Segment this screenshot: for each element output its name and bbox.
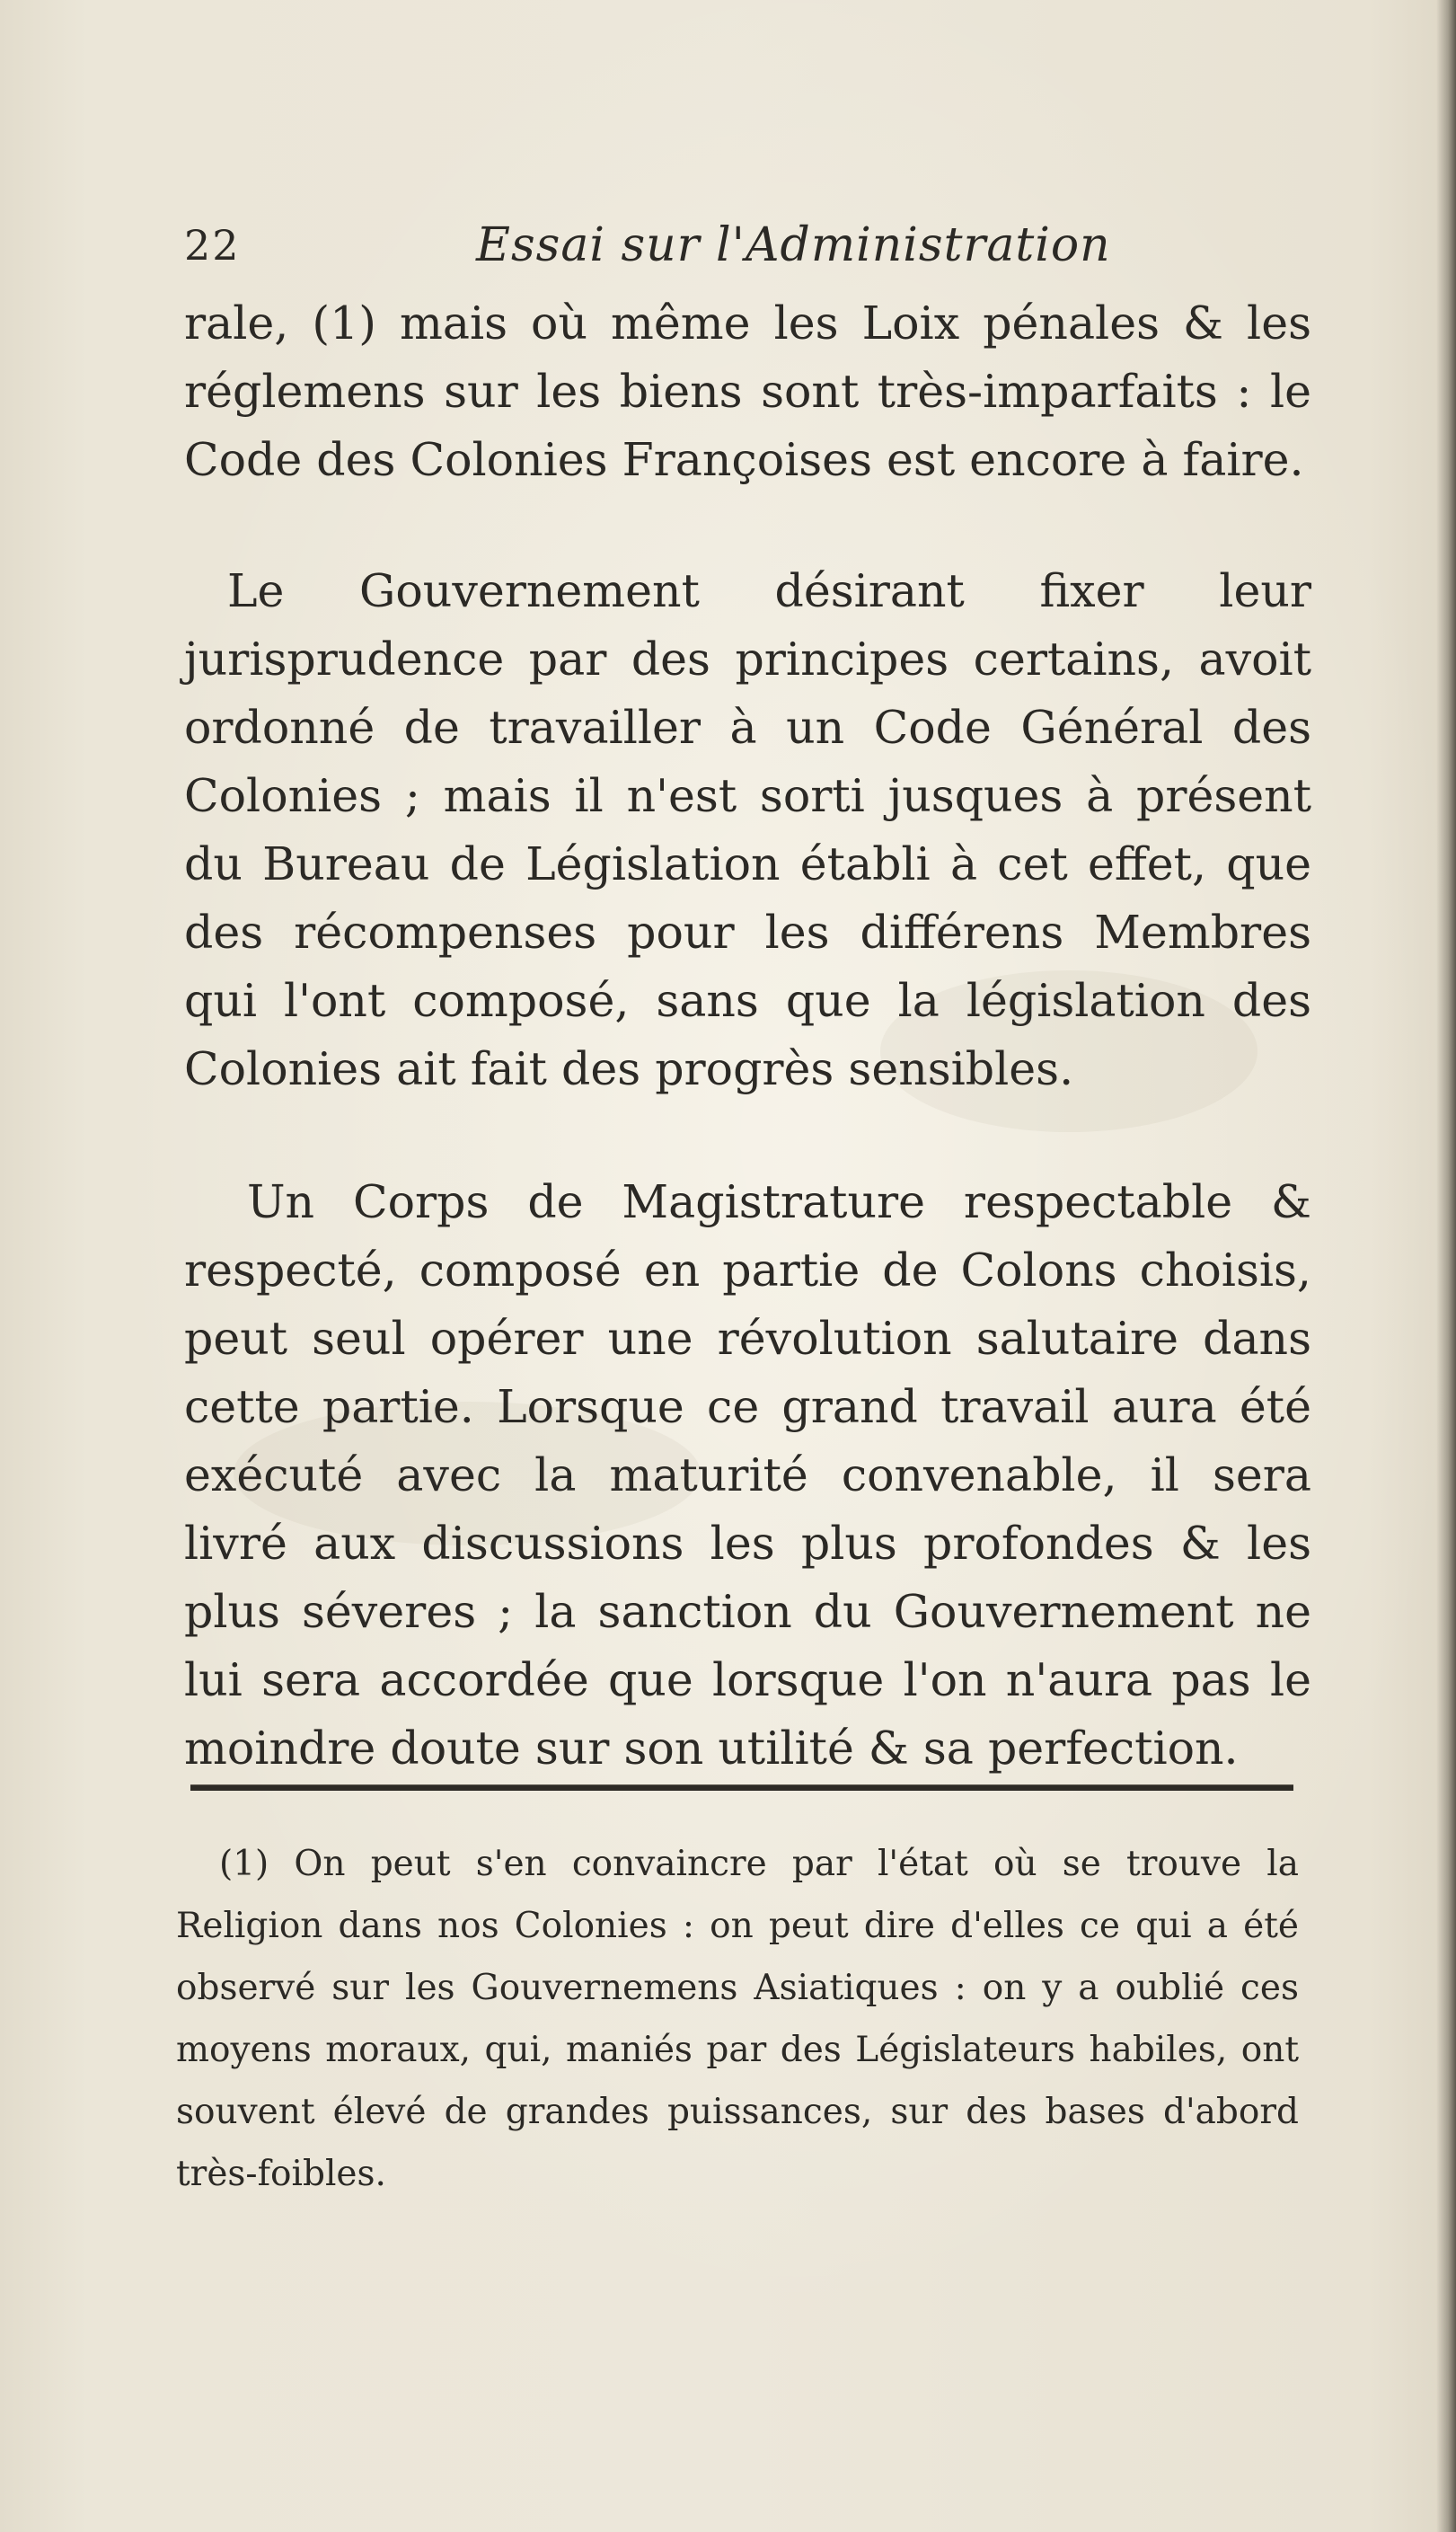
page-edge-shadow (1436, 0, 1456, 2532)
footnote-rule (190, 1784, 1293, 1791)
page-header (184, 214, 1316, 277)
page-number: 22 (184, 221, 241, 270)
paragraph-magistrature: Un Corps de Magistrature respectable & respecté, composé en partie de Colons choisis, peut seul opérer une révolution salutaire dans cette partie. Lorsque ce grand travail aura été exécuté avec la maturité convenable, il sera livré aux discussions les plus profondes & les plus séveres ; la sanction du Gouvernement ne lui sera accordée que lorsque l'on n'aura pas le moindre doute sur son utilité & sa perfection. (184, 1175, 1311, 1775)
footnote: (1) On peut s'en convaincre par l'état où se trouve la Religion dans nos Colonies : on peut dire d'elles ce qui a été observé sur les Gouvernemens Asiatiques : on y a oublié ces moyens moraux, qui, maniés par des Législateurs habiles, ont souvent élevé de grandes puissances, sur des bases d'abord très-foibles. (176, 1844, 1299, 2194)
paragraph-continuation: rale, (1) mais où même les Loix pénales & les réglemens sur les biens sont très-imparfaits : le Code des Colonies Françoises est encore à faire. (184, 297, 1311, 486)
paragraph-gouvernement: Le Gouvernement désirant fixer leur jurisprudence par des principes certains, avoit ordonné de travailler à un Code Général des Colonies ; mais il n'est sorti jusques à présent du Bureau de Législation établi à cet effet, que des récompenses pour les différens Membres qui l'ont composé, sans que la législation des Colonies ait fait des progrès sensibles. (184, 564, 1311, 1095)
running-title: Essai sur l'Administration (476, 218, 1111, 272)
main-text (184, 289, 1311, 1783)
